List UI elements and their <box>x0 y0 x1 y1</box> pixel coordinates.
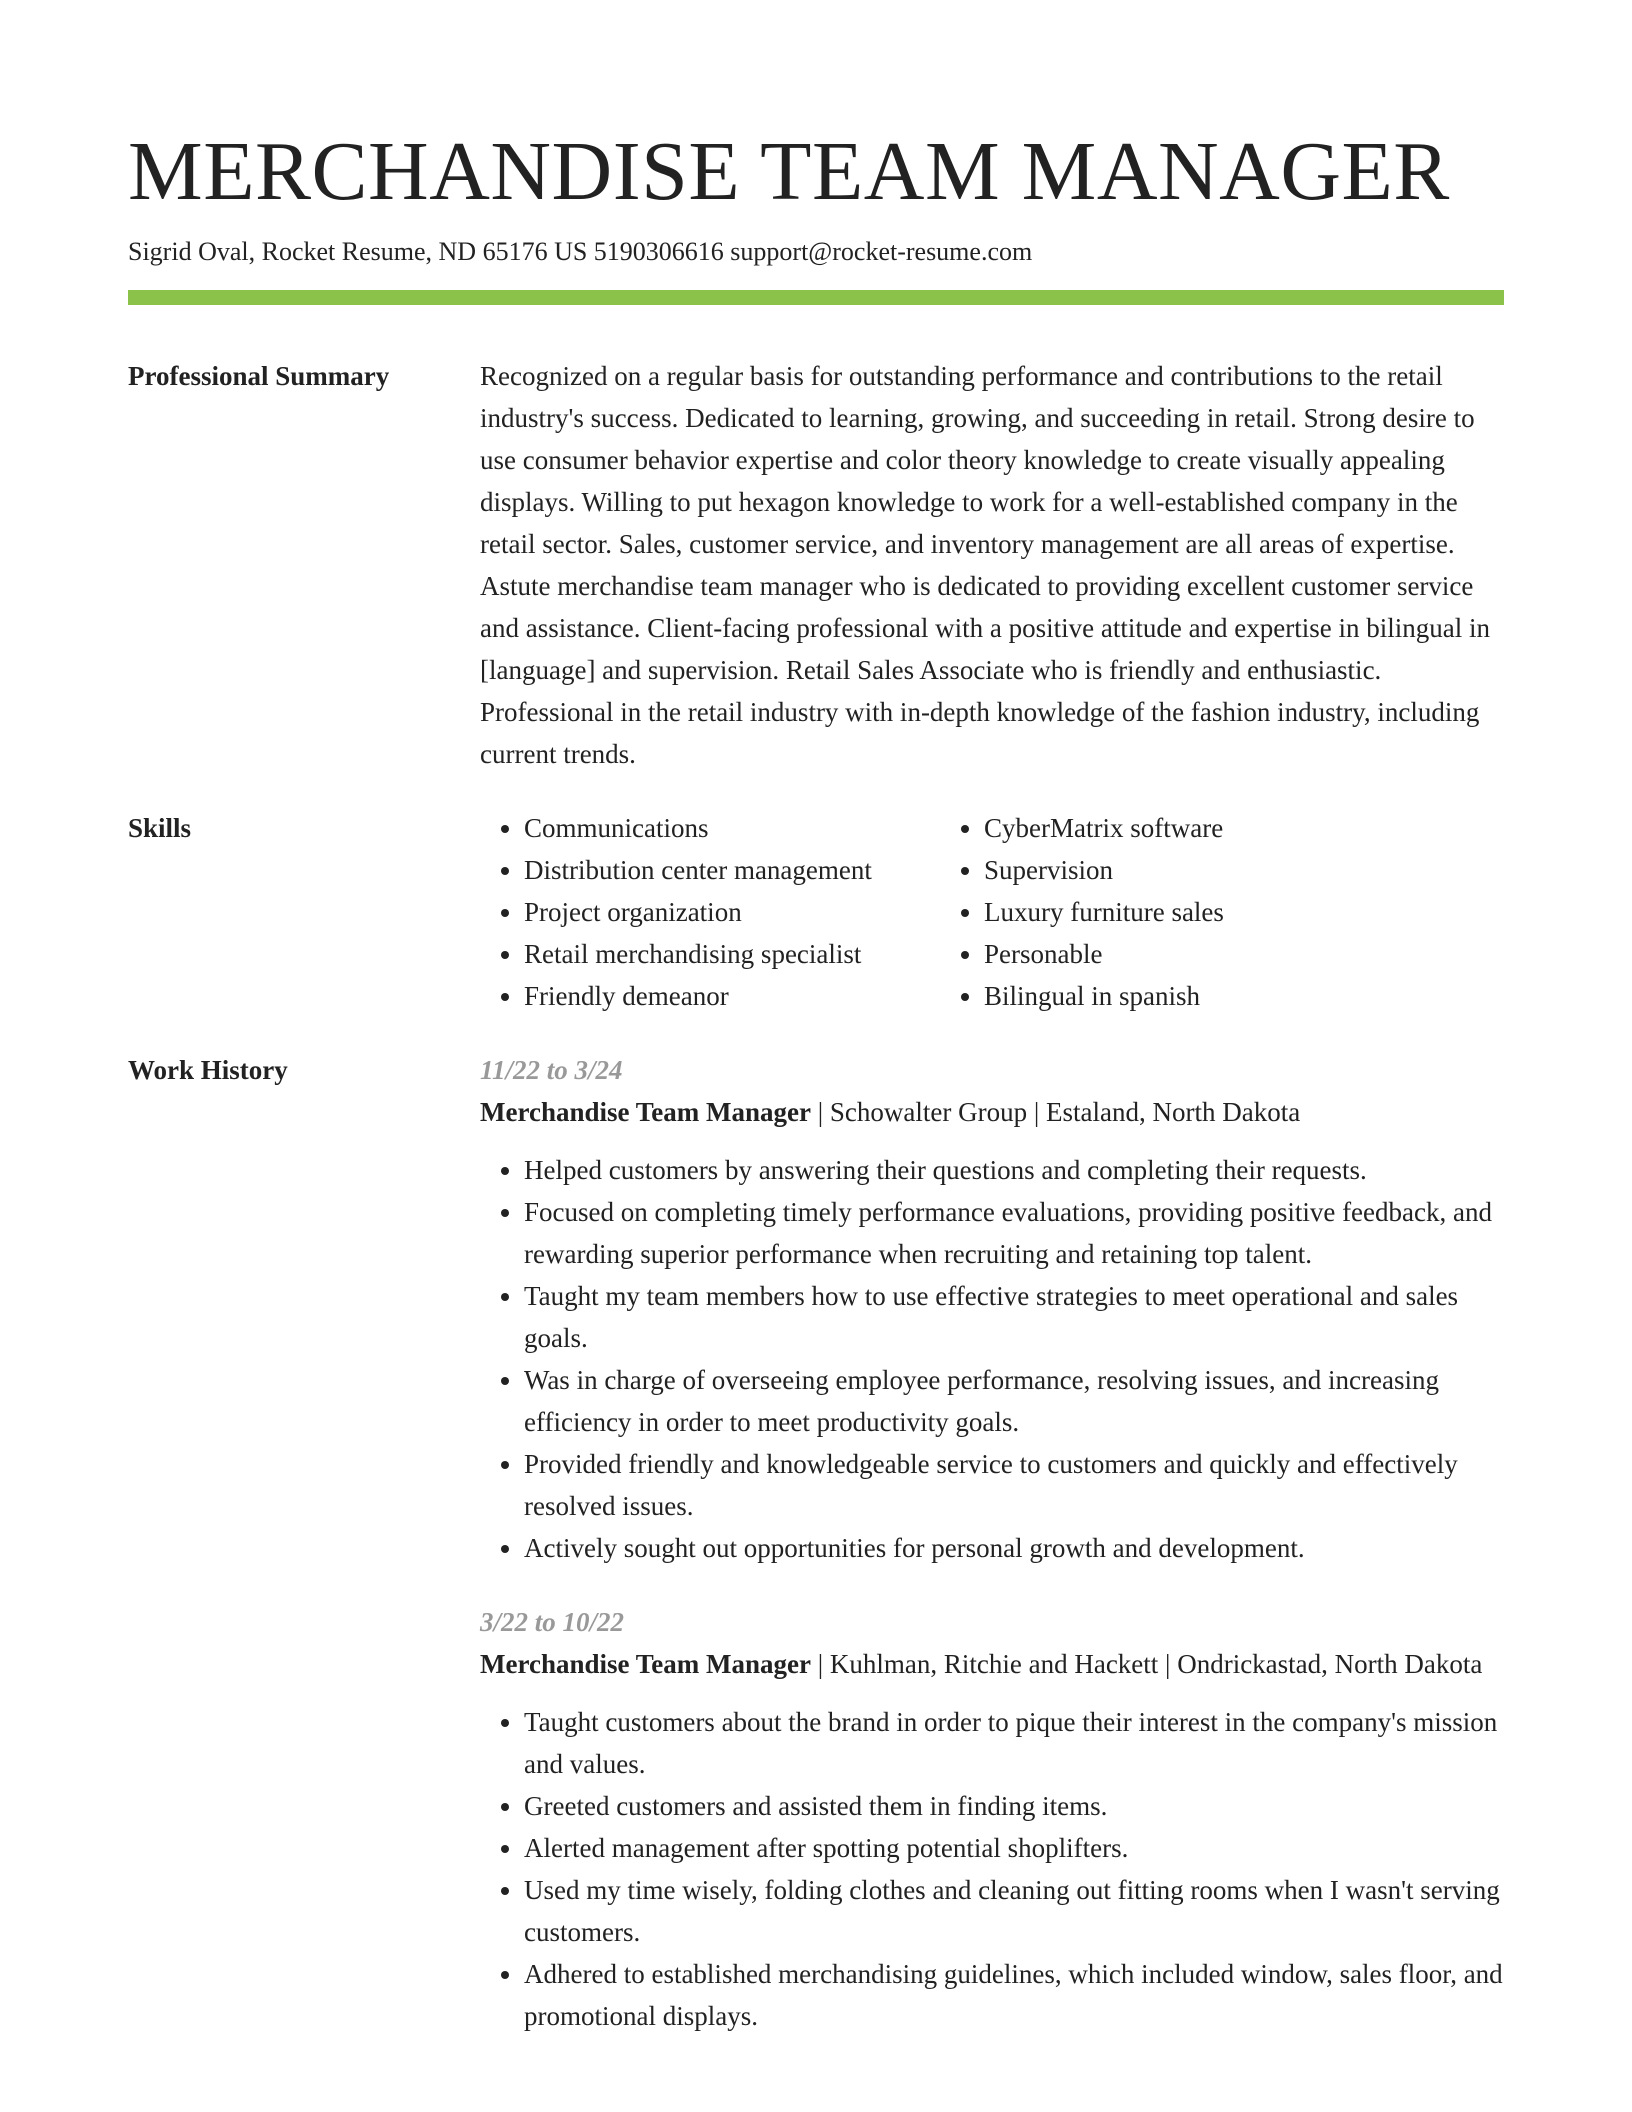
job-bullet: • Helped customers by answering their questions and completing their requests. <box>524 1149 1504 1191</box>
job-title-line <box>480 1091 1504 1133</box>
work-history-heading: Work History <box>128 1055 288 1085</box>
summary-text: Recognized on a regular basis for outstanding performance and contributions to the retail industry's success. Dedicated to learning, growing, and succeeding in retail. Strong desire to use consumer behavior expertise and color theory knowledge to create visually appealing displays. Willing to put hexagon knowledge to work for a well-established company in the retail sector. Sales, customer service, and inventory management are all areas of expertise. Astute merchandise team manager who is dedicated to providing excellent customer service and assistance. Client-facing professional with a positive attitude and expertise in bilingual in [language] and supervision. Retail Sales Associate who is friendly and enthusiastic. Professional in the retail industry with in-depth knowledge of the fashion industry, including current trends. <box>480 361 1490 769</box>
contact-line: Sigrid Oval, Rocket Resume, ND 65176 US 5190306616 support@rocket-resume.com <box>128 237 1033 266</box>
job-date: 3/22 to 10/22 <box>480 1607 625 1637</box>
skills-section <box>128 807 1504 1017</box>
job-date: 11/22 to 3/24 <box>480 1055 623 1085</box>
summary-section <box>128 355 1504 775</box>
skill-item: • Friendly demeanor <box>524 975 940 1017</box>
skill-item: • Personable <box>984 933 1400 975</box>
skills-body <box>480 807 1504 1017</box>
job-bullet: • Taught my team members how to use effective strategies to meet operational and sales goals. <box>524 1275 1504 1359</box>
skill-item: • Retail merchandising specialist <box>524 933 940 975</box>
job-bullet: • Alerted management after spotting potential shoplifters. <box>524 1827 1504 1869</box>
skills-column-left <box>480 807 940 1017</box>
job-entry <box>480 1049 1504 1569</box>
skill-item: • CyberMatrix software <box>984 807 1400 849</box>
work-history-body <box>480 1049 1504 2069</box>
job-bullet: • Was in charge of overseeing employee performance, resolving issues, and increasing efficiency in order to meet productivity goals. <box>524 1359 1504 1443</box>
job-title-line <box>480 1643 1504 1685</box>
job-details: | Kuhlman, Ritchie and Hackett | Ondrickastad, North Dakota <box>810 1649 1483 1679</box>
summary-heading: Professional Summary <box>128 361 390 391</box>
skills-column-right <box>940 807 1400 1017</box>
job-bullet: • Provided friendly and knowledgeable service to customers and quickly and effectively resolved issues. <box>524 1443 1504 1527</box>
job-bullet: • Actively sought out opportunities for personal growth and development. <box>524 1527 1504 1569</box>
job-bullet: • Taught customers about the brand in order to pique their interest in the company's mission and values. <box>524 1701 1504 1785</box>
job-bullet: • Adhered to established merchandising guidelines, which included window, sales floor, and promotional displays. <box>524 1953 1504 2037</box>
job-details: | Schowalter Group | Estaland, North Dakota <box>810 1097 1301 1127</box>
job-role: Merchandise Team Manager <box>480 1097 811 1127</box>
skills-heading: Skills <box>128 813 192 843</box>
skill-item: • Distribution center management <box>524 849 940 891</box>
skill-item: • Bilingual in spanish <box>984 975 1400 1017</box>
skills-grid <box>480 807 1504 1017</box>
skill-item: • Luxury furniture sales <box>984 891 1400 933</box>
job-role: Merchandise Team Manager <box>480 1649 811 1679</box>
skill-item: • Supervision <box>984 849 1400 891</box>
job-bullet: • Used my time wisely, folding clothes and cleaning out fitting rooms when I wasn't serving customers. <box>524 1869 1504 1953</box>
skill-item: • Project organization <box>524 891 940 933</box>
accent-divider <box>128 290 1504 305</box>
job-bullet: • Focused on completing timely performance evaluations, providing positive feedback, and rewarding superior performance when recruiting and retaining top talent. <box>524 1191 1504 1275</box>
skill-item: • Communications <box>524 807 940 849</box>
summary-body <box>480 355 1504 775</box>
resume-title: MERCHANDISE TEAM MANAGER <box>128 125 1450 218</box>
job-bullets <box>480 1149 1504 1569</box>
job-entry <box>480 1601 1504 2037</box>
job-bullets <box>480 1701 1504 2037</box>
work-history-section <box>128 1049 1504 2069</box>
job-bullet: • Greeted customers and assisted them in finding items. <box>524 1785 1504 1827</box>
